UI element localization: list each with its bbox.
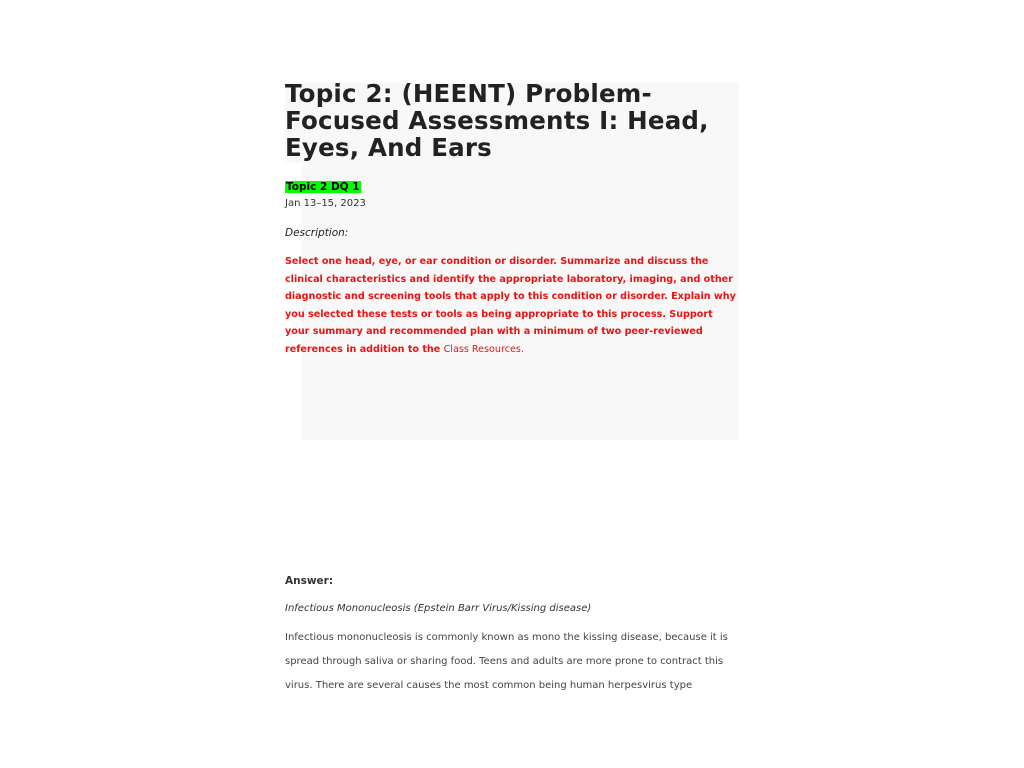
description-label: Description: xyxy=(285,227,349,239)
page-title: Topic 2: (HEENT) Problem-Focused Assessments I: Head, Eyes, And Ears xyxy=(285,79,709,162)
assignment-instructions xyxy=(285,253,737,359)
instructions-text: Select one head, eye, or ear condition or disorder. Summarize and discuss the clinical characteristics and identify the appropriate laboratory, imaging, and other diagnostic and screening tools that apply to this condition or disorder. Explain why you selected these tests or tools as being appropriate to this process. Support your summary and recommended plan with a minimum of two peer-reviewed references in addition to the xyxy=(285,256,736,355)
answer-subtitle: Infectious Mononucleosis (Epstein Barr Virus/Kissing disease) xyxy=(285,603,592,614)
class-resources-link[interactable]: Class Resources. xyxy=(443,343,524,355)
topic-tag: Topic 2 DQ 1 xyxy=(286,181,360,193)
answer-label: Answer: xyxy=(285,575,334,587)
answer-body: Infectious mononucleosis is commonly known as mono the kissing disease, because it is spread through saliva or sharing food. Teens and adults are more prone to contract this virus. There are several causes the most common being human herpesvirus type xyxy=(285,632,728,691)
discussion-header xyxy=(285,80,740,359)
answer-section xyxy=(285,575,740,698)
due-date: Jan 13–15, 2023 xyxy=(285,198,366,209)
